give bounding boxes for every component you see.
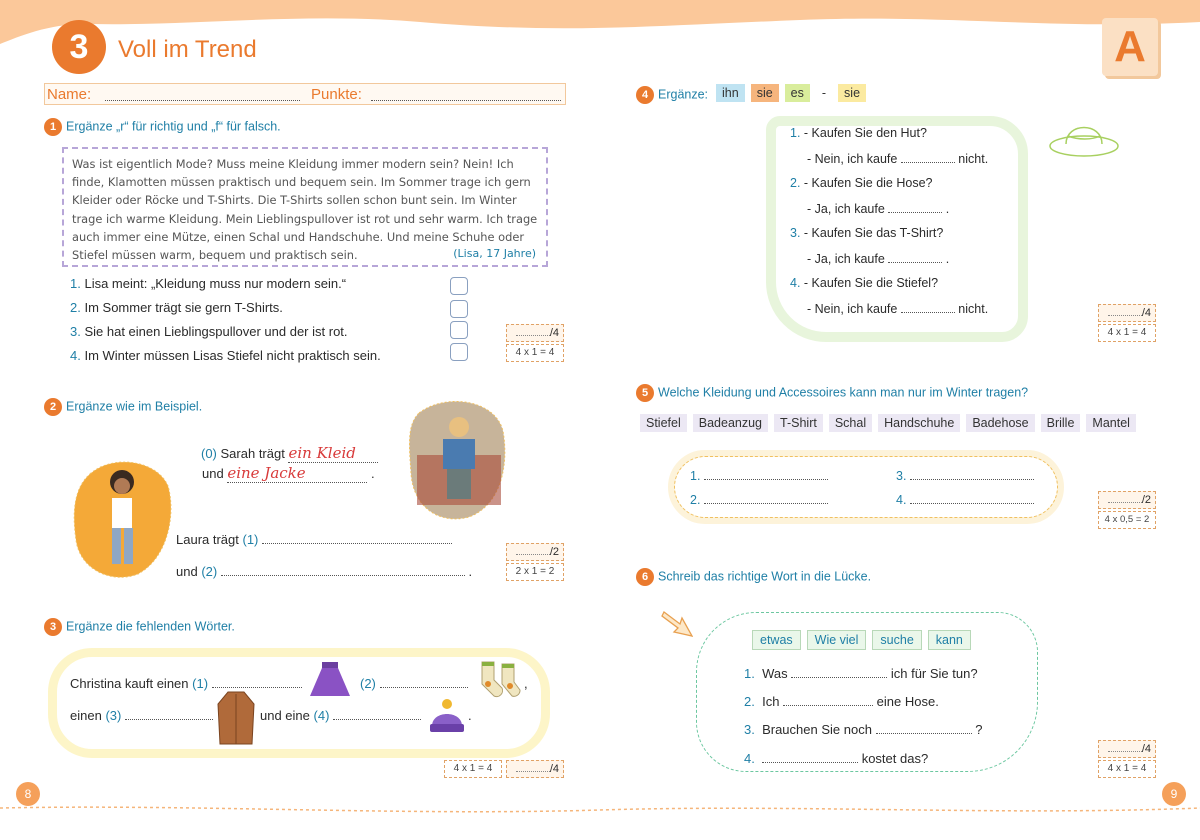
ex6-score: [1098, 740, 1156, 758]
ex6-blank-4[interactable]: [762, 751, 858, 763]
ex4-answer-post: nicht.: [958, 152, 989, 166]
ex6-item-number: 1.: [744, 666, 755, 681]
ex4-answer: [790, 301, 1010, 326]
ex6-blank-2[interactable]: [783, 694, 873, 706]
ex4-number: 4: [636, 86, 654, 104]
points-label: Punkte:: [311, 86, 362, 103]
ex6-item-post: ich für Sie tun?: [890, 666, 978, 681]
ex3-line2-text: einen: [70, 708, 102, 723]
ex2-und: und: [202, 466, 224, 481]
name-label: Name:: [47, 86, 92, 103]
ex4-word: sie: [751, 84, 779, 102]
ex1-item-text: Im Winter müssen Lisas Stiefel nicht praktisch sein.: [84, 348, 381, 363]
ex5-word: T-Shirt: [774, 414, 823, 432]
ex1-item-number: 4.: [70, 348, 81, 363]
ex2-score: [506, 543, 564, 561]
ex4-answer-pre: - Nein, ich kaufe: [807, 302, 898, 316]
ex1-formula: 4 x 1 = 4: [506, 344, 564, 362]
ex6-formula: 4 x 1 = 4: [1098, 760, 1156, 778]
ex4-item-number: 3.: [790, 226, 801, 240]
ex6-item-number: 2.: [744, 694, 755, 709]
ex3-und-eine: und eine: [260, 708, 310, 723]
ex6-item-post: eine Hose.: [876, 694, 939, 709]
ex3-score: [506, 760, 564, 778]
ex1-item-text: Lisa meint: „Kleidung muss nur modern sein.“: [84, 276, 347, 291]
ex6-item-2: [744, 694, 939, 709]
ex4-blank-2[interactable]: [888, 201, 942, 213]
ex6-item-pre: Ich: [762, 694, 780, 709]
ex1-item-number: 2.: [70, 300, 81, 315]
ex3-n4: (4): [313, 708, 330, 723]
ex1-item-text: Sie hat einen Lieblingspullover und der ist rot.: [84, 324, 348, 339]
ex1-item: [70, 276, 381, 300]
ex4-question: [790, 126, 1010, 151]
ex3-title: Ergänze die fehlenden Wörter.: [66, 619, 235, 634]
hat-icon: [1044, 112, 1124, 162]
ex2-und-2: und: [176, 564, 198, 579]
ex2-example-text: Sarah trägt: [220, 446, 285, 461]
ex5-word: Handschuhe: [878, 414, 960, 432]
ex1-checkbox-1[interactable]: [450, 277, 468, 295]
ex2-formula: 2 x 1 = 2: [506, 563, 564, 581]
ex5-slot-3: [896, 468, 1034, 483]
ex1-number: 1: [44, 118, 62, 136]
arrow-decoration-icon: [660, 606, 696, 642]
ex5-blank-3[interactable]: [910, 468, 1034, 480]
ex4-answer-post: .: [945, 202, 950, 216]
ex5-word: Mantel: [1086, 414, 1136, 432]
sarah-photo: [407, 395, 507, 523]
ex4-word: sie: [838, 84, 866, 102]
ex4-blank-3[interactable]: [888, 251, 942, 263]
ex4-answer-post: .: [945, 252, 950, 266]
ex3-blank-3[interactable]: [125, 708, 213, 720]
unit-number: 3: [69, 28, 89, 66]
ex1-author: (Lisa, 17 Jahre): [453, 246, 536, 260]
ex1-item-number: 3.: [70, 324, 81, 339]
ex1-checkbox-4[interactable]: [450, 343, 468, 361]
ex3-comma: ,: [524, 676, 528, 691]
ex1-item-number: 1.: [70, 276, 81, 291]
ex3-n1: (1): [192, 676, 209, 691]
ex4-answer-pre: - Ja, ich kaufe: [807, 202, 885, 216]
ex4-formula: 4 x 1 = 4: [1098, 324, 1156, 342]
ex1-checkbox-2[interactable]: [450, 300, 468, 318]
ex3-n3: (3): [105, 708, 122, 723]
ex3-line1: [70, 676, 302, 691]
name-input-line[interactable]: [105, 89, 300, 101]
ex3-heading: [44, 618, 235, 636]
ex5-slot-1: [690, 468, 828, 483]
ex2-n2: (2): [201, 564, 218, 579]
ex6-word: suche: [872, 630, 921, 650]
ex4-question-text: - Kaufen Sie das T-Shirt?: [803, 226, 944, 240]
ex4-score: [1098, 304, 1156, 322]
ex4-word-bank: [716, 84, 872, 102]
ex5-blank-2[interactable]: [704, 492, 828, 504]
ex5-word-bank: [640, 414, 1142, 432]
ex3-blank-4[interactable]: [333, 708, 421, 720]
ex4-answer: [790, 201, 1010, 226]
ex2-answer-1: ein Kleid: [288, 444, 378, 463]
ex1-text-box: [62, 147, 548, 267]
ex2-n1: (1): [242, 532, 259, 547]
ex6-word: etwas: [752, 630, 801, 650]
ex6-score-text: /4: [1141, 743, 1151, 755]
ex6-item-post: ?: [975, 722, 983, 737]
ex5-word: Schal: [829, 414, 872, 432]
ex4-answer-post: nicht.: [958, 302, 989, 316]
ex1-score: [506, 324, 564, 342]
ex5-word: Badehose: [966, 414, 1034, 432]
ex3-line1-text: Christina kauft einen: [70, 676, 189, 691]
ex3-formula: 4 x 1 = 4: [444, 760, 502, 778]
ex2-score-text: /2: [549, 546, 559, 558]
ex6-blank-1[interactable]: [791, 666, 887, 678]
ex5-slot-4: [896, 492, 1034, 507]
ex4-items: [790, 126, 1010, 326]
ex6-heading: [636, 568, 871, 586]
ex5-heading: [636, 384, 1028, 402]
ex4-question-text: - Kaufen Sie die Stiefel?: [803, 276, 939, 290]
socks-icon: [474, 658, 524, 700]
ex5-word: Badeanzug: [693, 414, 768, 432]
ex5-word: Brille: [1041, 414, 1081, 432]
ex1-item: [70, 348, 381, 372]
ex4-score-text: /4: [1141, 307, 1151, 319]
ex2-number: 2: [44, 398, 62, 416]
name-points-bar: [44, 83, 566, 105]
ex6-number: 6: [636, 568, 654, 586]
ex1-score-text: /4: [549, 327, 559, 339]
ex5-formula: 4 x 0,5 = 2: [1098, 511, 1156, 529]
ex4-question-text: - Kaufen Sie den Hut?: [803, 126, 927, 140]
ex5-slot-number: 1.: [690, 469, 701, 483]
beanie-icon: [428, 698, 466, 736]
ex2-blank-2[interactable]: [221, 564, 465, 576]
ex6-title: Schreib das richtige Wort in die Lücke.: [658, 569, 872, 584]
ex6-item-1: [744, 666, 978, 681]
ex5-blank-1[interactable]: [704, 468, 828, 480]
ex4-question: [790, 276, 1010, 301]
coat-icon: [216, 690, 256, 748]
ex5-score-text: /2: [1141, 494, 1151, 506]
ex4-blank-1[interactable]: [901, 151, 955, 163]
ex2-example-number: (0): [201, 446, 217, 461]
page-number-left: 8: [16, 782, 40, 806]
ex2-title: Ergänze wie im Beispiel.: [66, 399, 203, 414]
ex2-example-line2: und eine Jacke .: [202, 464, 375, 482]
ex5-word: Stiefel: [640, 414, 687, 432]
ex2-answer-2: eine Jacke: [227, 464, 367, 483]
ex1-checkbox-3[interactable]: [450, 321, 468, 339]
ex2-laura-text: Laura trägt: [176, 532, 239, 547]
ex5-slot-number: 4.: [896, 493, 907, 507]
ex4-word: ihn: [716, 84, 745, 102]
ex6-item-4: [744, 751, 928, 766]
ex6-item-3: [744, 722, 982, 737]
ex3-number: 3: [44, 618, 62, 636]
level-badge-letter: A: [1114, 22, 1146, 71]
ex4-word: es: [785, 84, 810, 102]
ex4-item-number: 1.: [790, 126, 801, 140]
ex2-heading: [44, 398, 202, 416]
ex2-laura-line: [176, 532, 452, 547]
ex6-item-pre: Brauchen Sie noch: [762, 722, 872, 737]
ex4-question-text: - Kaufen Sie die Hose?: [803, 176, 933, 190]
ex4-answer-pre: - Nein, ich kaufe: [807, 152, 898, 166]
ex5-score: [1098, 491, 1156, 509]
ex4-answer: [790, 251, 1010, 276]
ex2-blank-1[interactable]: [262, 532, 452, 544]
ex6-blank-3[interactable]: [876, 722, 972, 734]
ex6-item-number: 4.: [744, 751, 755, 766]
points-input-line[interactable]: [371, 89, 561, 101]
level-badge: [1102, 18, 1158, 76]
ex6-item-pre: Was: [762, 666, 788, 681]
ex3-line1b: [360, 676, 468, 691]
ex4-title: Ergänze:: [658, 87, 709, 102]
ex3-blank-1[interactable]: [212, 676, 302, 688]
girl-photo: [72, 454, 172, 580]
ex1-items: [70, 276, 381, 372]
ex3-score-text: /4: [549, 763, 559, 775]
ex6-item-post: kostet das?: [861, 751, 929, 766]
ex3-period: .: [468, 708, 472, 723]
ex6-word: kann: [928, 630, 971, 650]
ex5-slot-number: 2.: [690, 493, 701, 507]
ex4-question: [790, 176, 1010, 201]
ex1-item: [70, 300, 381, 324]
ex5-blank-4[interactable]: [910, 492, 1034, 504]
ex4-item-number: 4.: [790, 276, 801, 290]
bottom-wave-decoration: [0, 780, 1200, 840]
ex5-frame: [668, 450, 1064, 524]
ex5-number: 5: [636, 384, 654, 402]
ex2-example: [201, 444, 378, 463]
ex4-blank-4[interactable]: [901, 301, 955, 313]
ex3-n2: (2): [360, 676, 376, 691]
ex6-item-number: 3.: [744, 722, 755, 737]
ex1-heading: [44, 118, 281, 136]
unit-title: Voll im Trend: [118, 36, 257, 63]
ex4-answer: [790, 151, 1010, 176]
ex4-item-number: 2.: [790, 176, 801, 190]
unit-number-badge: [52, 20, 106, 74]
page-number-right: 9: [1162, 782, 1186, 806]
ex3-line2b: [260, 708, 421, 723]
ex1-title: Ergänze „r“ für richtig und „f“ für falsch.: [66, 119, 281, 134]
ex3-line2: [70, 708, 213, 723]
ex6-word: Wie viel: [807, 630, 867, 650]
ex1-reading-text: Was ist eigentlich Mode? Muss meine Kleidung immer modern sein? Nein! Ich finde, Klamotten müssen praktisch und bequem sein. Im Sommer trage ich gern Kleider oder Röcke und T-Shirts. Die T-Shirts sollen schon bunt sein. Im Winter trage ich warme Kleidung. Mein Lieblingspullover ist rot und sehr warm. Ich trage auch immer eine Mütze, einen Schal und Handschuhe. Und meine Schuhe oder Stiefel müssen warm, bequem und praktisch sein.: [72, 157, 538, 263]
ex3-blank-2[interactable]: [380, 676, 468, 688]
ex1-item: [70, 324, 381, 348]
ex4-question: [790, 226, 1010, 251]
skirt-icon: [308, 660, 352, 700]
ex4-answer-pre: - Ja, ich kaufe: [807, 252, 885, 266]
ex5-slot-number: 3.: [896, 469, 907, 483]
ex5-title: Welche Kleidung und Accessoires kann man nur im Winter tragen?: [658, 385, 1029, 400]
ex4-word-dash: -: [821, 86, 827, 100]
ex1-item-text: Im Sommer trägt sie gern T-Shirts.: [84, 300, 283, 315]
ex6-word-bank: [752, 630, 977, 650]
ex4-heading: [636, 86, 708, 104]
ex5-slot-2: [690, 492, 828, 507]
ex2-und-line: und (2) .: [176, 564, 473, 579]
